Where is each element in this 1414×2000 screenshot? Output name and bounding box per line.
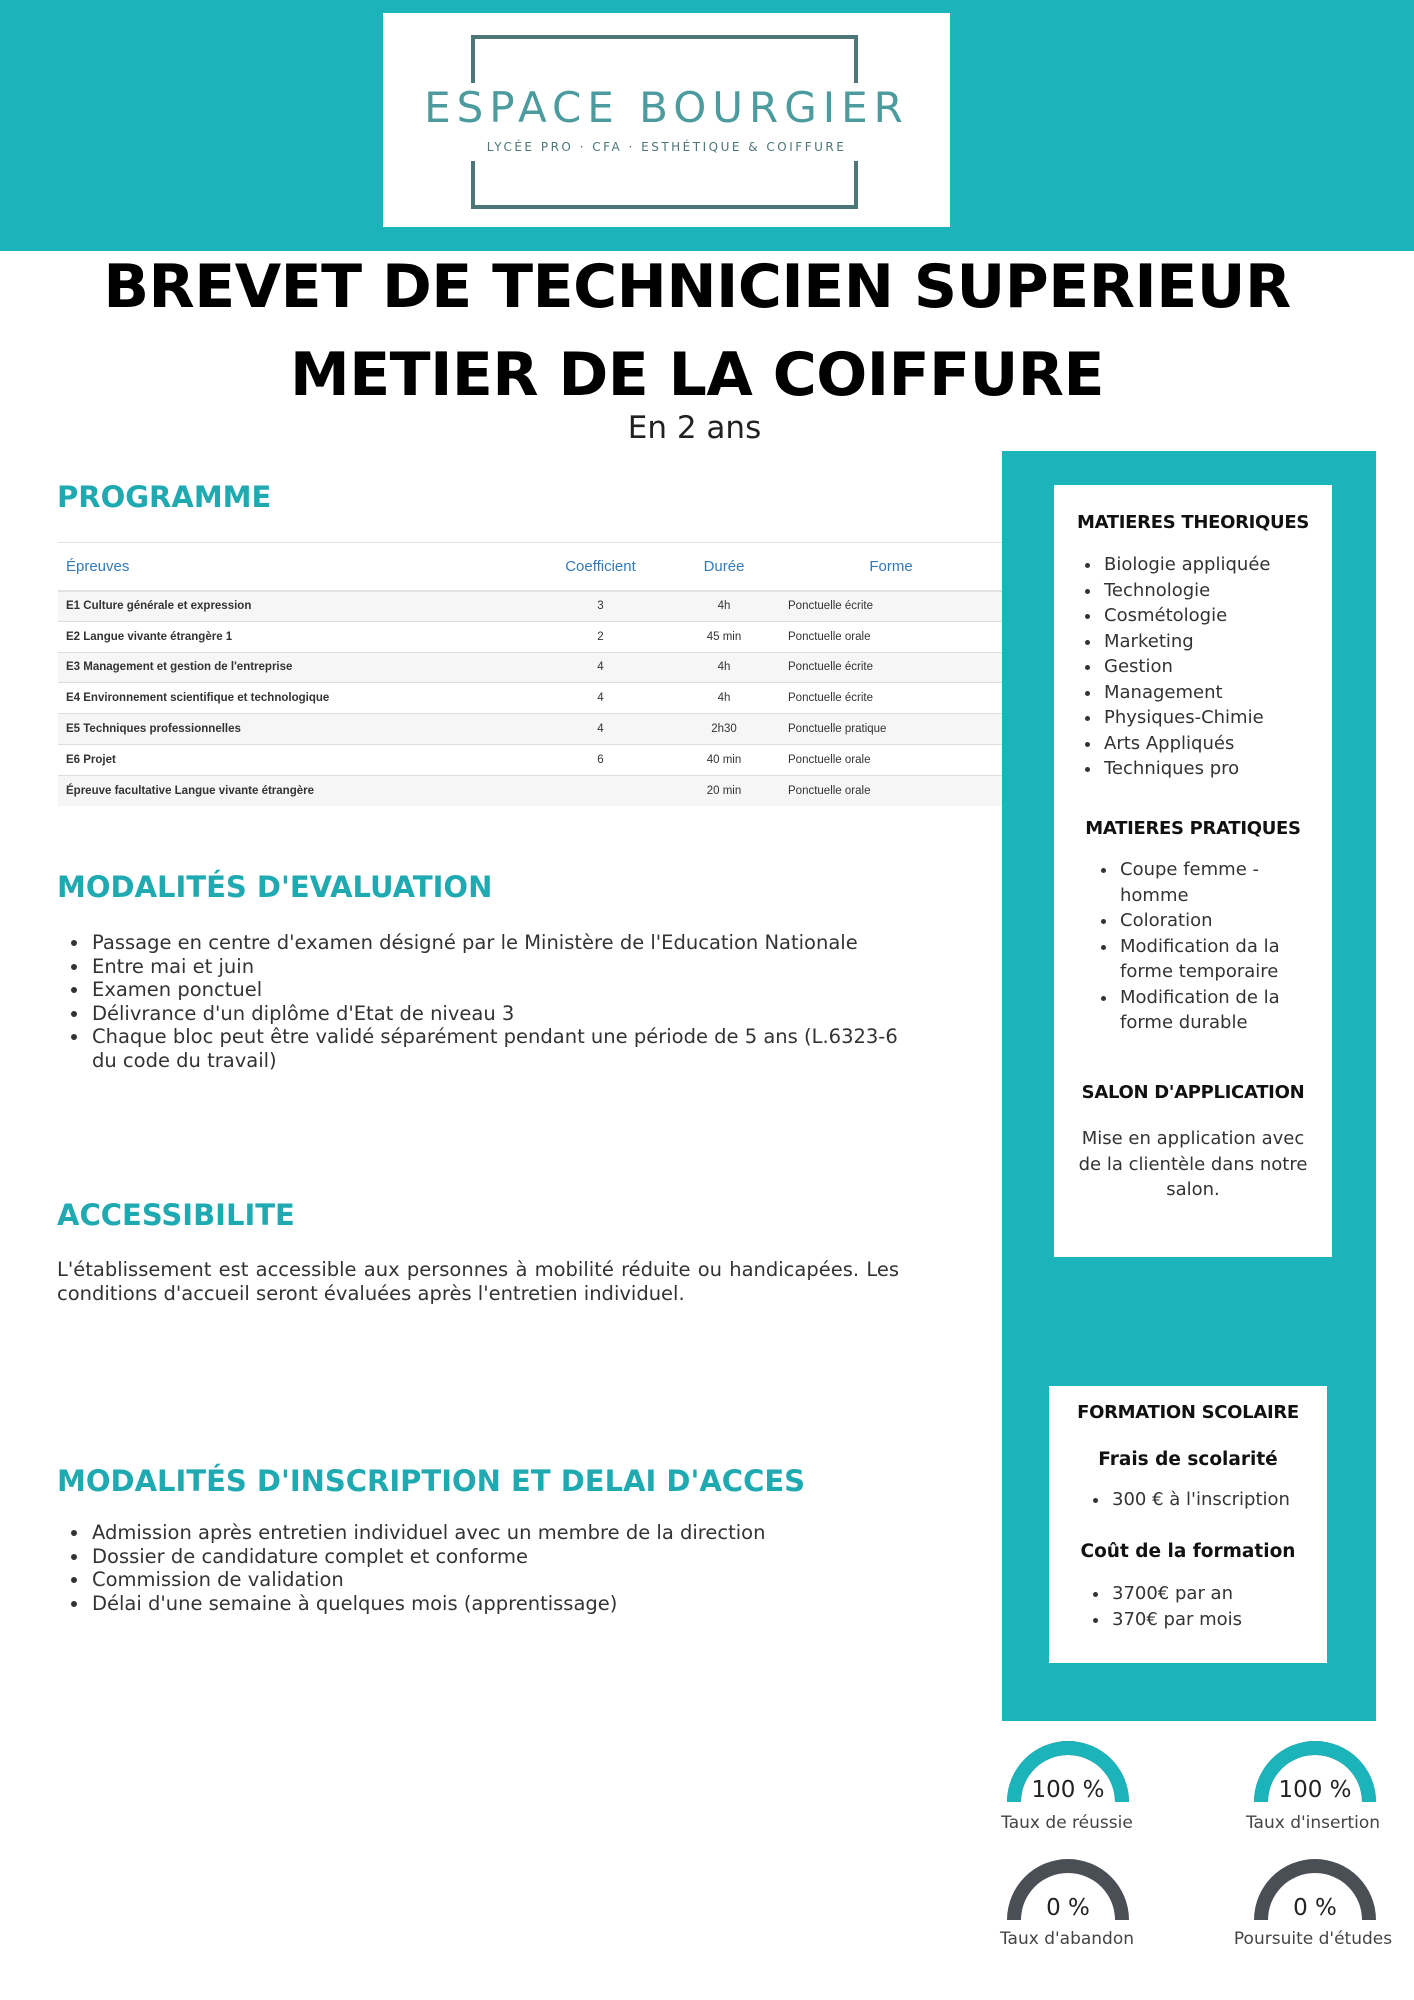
cell-epreuve: E1 Culture générale et expression — [58, 591, 533, 622]
list-item: • Techniques pro — [1102, 756, 1322, 782]
list-item: • Modification de la forme durable — [1118, 985, 1298, 1036]
cell-duree: 20 min — [668, 775, 780, 806]
cell-forme: Ponctuelle pratique — [780, 714, 1002, 745]
table-row — [58, 714, 1002, 745]
cell-epreuve: Épreuve facultative Langue vivante étrangère — [58, 775, 533, 806]
cell-epreuve: E5 Techniques professionnelles — [58, 714, 533, 745]
programme-heading: PROGRAMME — [57, 480, 272, 514]
list-item: • Délai d'une semaine à quelques mois (apprentissage) — [90, 1592, 905, 1616]
cell-duree: 40 min — [668, 744, 780, 775]
gauge-value: 100 % — [1278, 1777, 1352, 1803]
cell-forme: Ponctuelle orale — [780, 621, 1002, 652]
cout-list — [1110, 1581, 1310, 1632]
list-item: • Management — [1102, 680, 1322, 706]
list-item: • Physiques-Chimie — [1102, 705, 1322, 731]
cell-epreuve: E3 Management et gestion de l'entreprise — [58, 652, 533, 683]
list-item: • Chaque bloc peut être validé séparément pendant une période de 5 ans (L.6323-6 du code du travail) — [90, 1025, 905, 1072]
table-row — [58, 744, 1002, 775]
cell-duree: 4h — [668, 591, 780, 622]
cell-forme: Ponctuelle orale — [780, 744, 1002, 775]
column-header-forme: Forme — [780, 543, 1002, 591]
list-item: • Coloration — [1118, 908, 1298, 934]
programme-table — [58, 542, 1002, 806]
salon-text: Mise en application avec de la clientèle dans notre salon. — [1078, 1128, 1308, 1200]
page-subtitle: En 2 ans — [627, 410, 762, 446]
accessibilite-text: L'établissement est accessible aux personnes à mobilité réduite ou handicapées. Les conditions d'accueil seront évaluées après l'entretien individuel. — [57, 1258, 899, 1305]
cell-epreuve: E4 Environnement scientifique et technologique — [58, 683, 533, 714]
cell-coefficient: 6 — [533, 744, 668, 775]
gauge-label: Taux d'abandon — [999, 1929, 1135, 1949]
list-item: • Entre mai et juin — [90, 955, 905, 979]
table-row — [58, 652, 1002, 683]
table-header-row — [58, 543, 1002, 591]
cell-forme: Ponctuelle écrite — [780, 683, 1002, 714]
logo-frame-top — [471, 35, 858, 83]
formation-heading: FORMATION SCOLAIRE — [1077, 1402, 1299, 1423]
list-item: • 300 € à l'inscription — [1110, 1487, 1310, 1513]
list-item: • Coupe femme - homme — [1118, 857, 1298, 908]
list-item: • Biologie appliquée — [1102, 552, 1322, 578]
gauge-label: Taux de réussie — [1001, 1813, 1133, 1833]
gauge-label: Taux d'insertion — [1245, 1813, 1381, 1833]
evaluation-list — [90, 931, 905, 1072]
list-item: • 370€ par mois — [1110, 1607, 1310, 1633]
list-item: • Dossier de candidature complet et conforme — [90, 1545, 905, 1569]
accessibilite-heading: ACCESSIBILITE — [57, 1198, 295, 1232]
list-item: • Examen ponctuel — [90, 978, 905, 1002]
logo-frame-bottom — [471, 161, 858, 209]
cell-coefficient: 2 — [533, 621, 668, 652]
frais-list — [1110, 1487, 1310, 1513]
logo-tagline: LYCÉE PRO · CFA · ESTHÉTIQUE & COIFFURE — [486, 140, 847, 154]
logo — [383, 13, 950, 227]
logo-name: ESPACE BOURGIER — [424, 83, 909, 132]
cell-epreuve: E2 Langue vivante étrangère 1 — [58, 621, 533, 652]
cell-epreuve: E6 Projet — [58, 744, 533, 775]
cell-forme: Ponctuelle écrite — [780, 591, 1002, 622]
pratiques-heading: MATIERES PRATIQUES — [1085, 818, 1301, 839]
table-row — [58, 591, 1002, 622]
gauge-label: Poursuite d'études — [1233, 1929, 1393, 1949]
formation-card — [1049, 1386, 1327, 1663]
cell-duree: 45 min — [668, 621, 780, 652]
list-item: • Modification da la forme temporaire — [1118, 934, 1298, 985]
cell-duree: 2h30 — [668, 714, 780, 745]
cell-duree: 4h — [668, 652, 780, 683]
column-header-epreuves: Épreuves — [58, 543, 533, 591]
inscription-list — [90, 1521, 905, 1615]
table-row — [58, 621, 1002, 652]
matieres-card — [1054, 485, 1332, 1257]
gauge-taux-reussite — [1007, 1741, 1129, 1802]
inscription-heading: MODALITÉS D'INSCRIPTION ET DELAI D'ACCES — [57, 1464, 806, 1498]
gauge-poursuite-etudes — [1254, 1859, 1376, 1920]
list-item: • Passage en centre d'examen désigné par le Ministère de l'Education Nationale — [90, 931, 905, 955]
cout-heading: Coût de la formation — [1080, 1541, 1296, 1562]
gauge-taux-abandon — [1007, 1859, 1129, 1920]
cell-coefficient — [533, 775, 668, 806]
gauge-value: 100 % — [1031, 1777, 1105, 1803]
cell-coefficient: 4 — [533, 652, 668, 683]
list-item: • Arts Appliqués — [1102, 731, 1322, 757]
list-item: • Admission après entretien individuel avec un membre de la direction — [90, 1521, 905, 1545]
list-item: • Commission de validation — [90, 1568, 905, 1592]
table-row — [58, 683, 1002, 714]
theoriques-heading: MATIERES THEORIQUES — [1076, 512, 1310, 533]
cell-forme: Ponctuelle orale — [780, 775, 1002, 806]
list-item: • Délivrance d'un diplôme d'Etat de niveau 3 — [90, 1002, 905, 1026]
table-row — [58, 775, 1002, 806]
cell-coefficient: 4 — [533, 714, 668, 745]
list-item: • Gestion — [1102, 654, 1322, 680]
list-item: • Marketing — [1102, 629, 1322, 655]
cell-coefficient: 4 — [533, 683, 668, 714]
gauge-value: 0 % — [1293, 1895, 1337, 1921]
cell-duree: 4h — [668, 683, 780, 714]
list-item: • 3700€ par an — [1110, 1581, 1310, 1607]
cell-forme: Ponctuelle écrite — [780, 652, 1002, 683]
list-item: • Technologie — [1102, 578, 1322, 604]
column-header-coefficient: Coefficient — [533, 543, 668, 591]
page-title-line1: BREVET DE TECHNICIEN SUPERIEUR — [103, 252, 1291, 322]
theoriques-list — [1102, 552, 1322, 782]
salon-heading: SALON D'APPLICATION — [1081, 1082, 1305, 1103]
frais-heading: Frais de scolarité — [1098, 1449, 1278, 1470]
page-title-line2: METIER DE LA COIFFURE — [289, 340, 1104, 410]
cell-coefficient: 3 — [533, 591, 668, 622]
column-header-duree: Durée — [668, 543, 780, 591]
list-item: • Cosmétologie — [1102, 603, 1322, 629]
pratiques-list — [1118, 857, 1298, 1036]
gauge-taux-insertion — [1254, 1741, 1376, 1802]
evaluation-heading: MODALITÉS D'EVALUATION — [57, 870, 493, 904]
gauge-value: 0 % — [1046, 1895, 1090, 1921]
